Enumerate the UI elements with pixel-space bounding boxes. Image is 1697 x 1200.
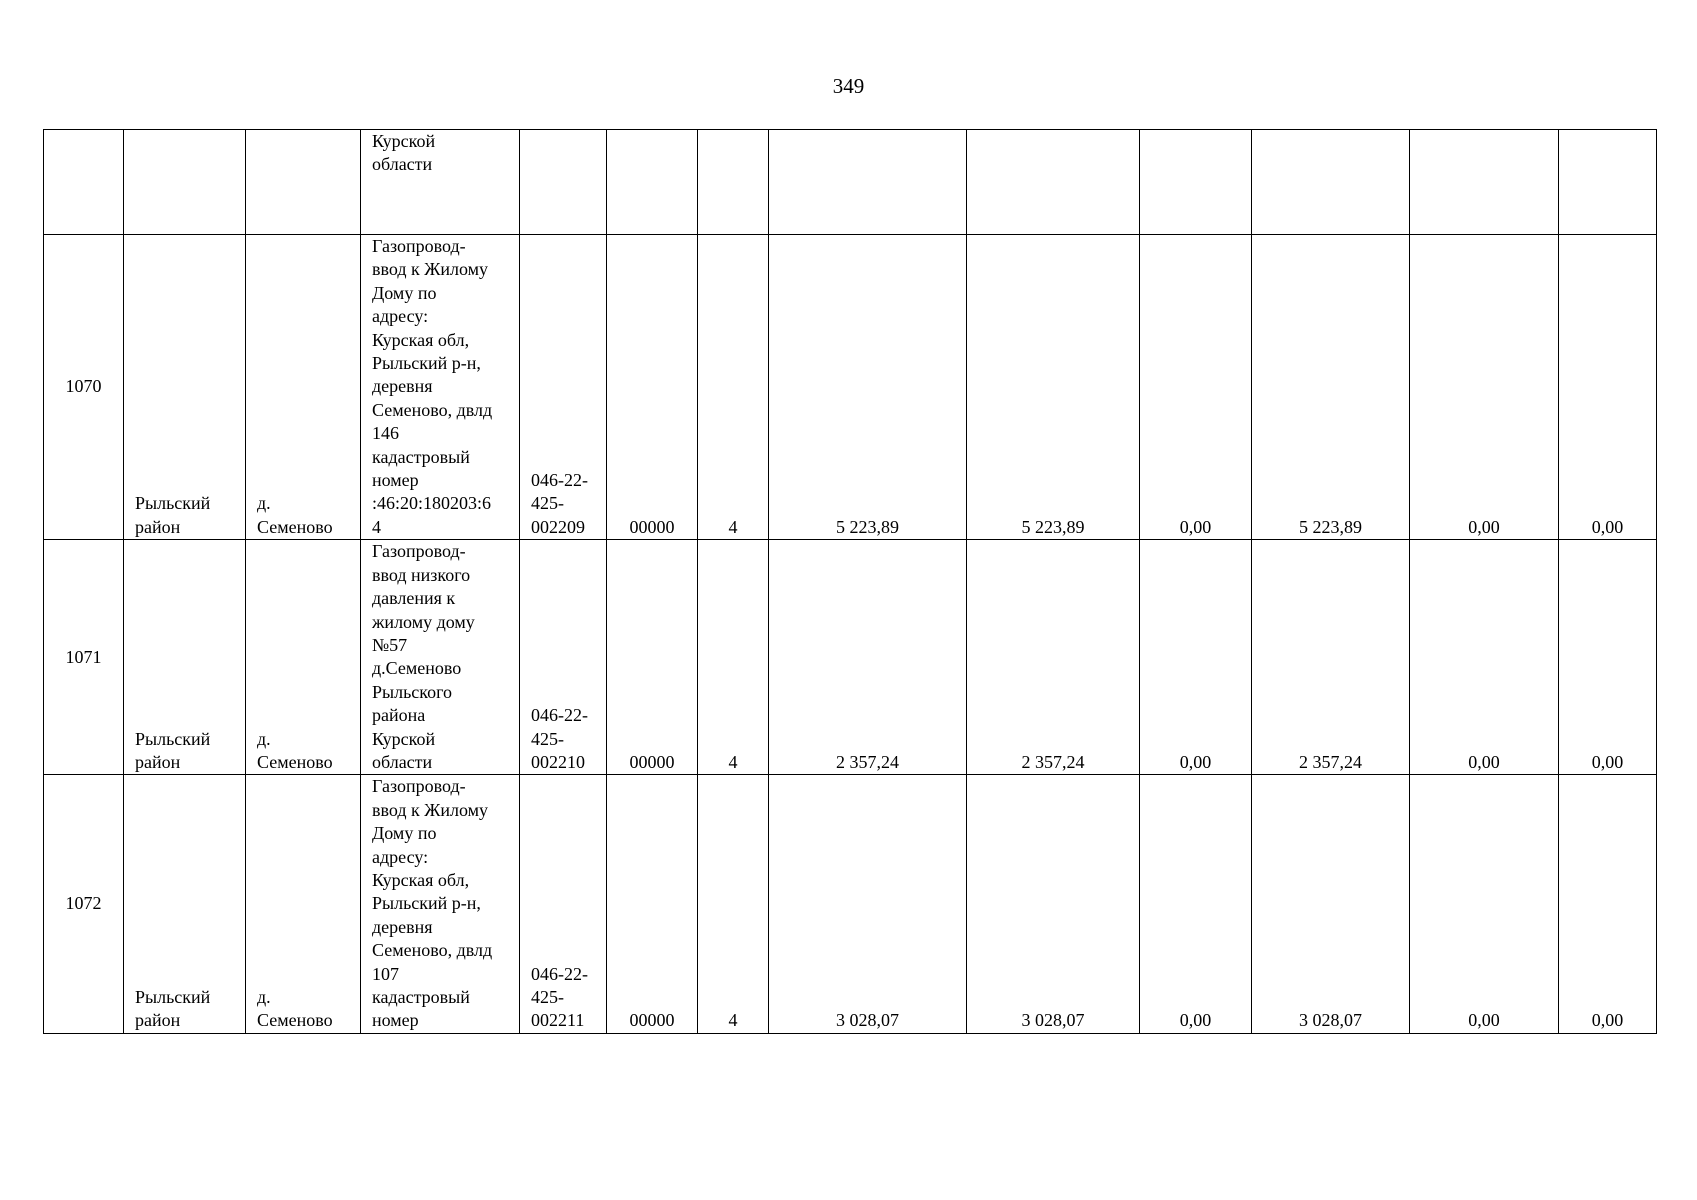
cell-col11: 3 028,07 [1252,775,1410,1033]
name-line: ввод к Жилому [372,259,489,280]
name-line: 4 [372,516,381,537]
cell-locality [246,130,361,235]
table-row-continuation [44,130,1657,235]
page-number: 349 [832,74,865,98]
cell-col7: 4 [698,235,769,540]
table-row [44,540,1657,775]
cell-col13: 0,00 [1559,775,1657,1033]
cell-locality [246,775,361,1033]
cell-col6: 00000 [607,235,698,540]
name-line: области [372,751,433,772]
cell-col6: 00000 [607,775,698,1033]
locality-line: Семеново [257,516,333,537]
cell-col13 [1559,130,1657,235]
cell-col10: 0,00 [1140,235,1252,540]
name-line: ввод низкого [372,564,471,585]
cell-code [520,130,607,235]
name-line: Рыльский р-н, [372,893,481,914]
code-line: 002209 [531,516,585,537]
name-line: номер [372,1010,419,1031]
cell-col9: 5 223,89 [967,235,1140,540]
name-line: жилому дому [372,611,475,632]
cell-col9: 2 357,24 [967,540,1140,775]
district-line: район [135,751,181,772]
code-line: 046-22- [531,705,588,726]
name-line: кадастровый [372,446,470,467]
row-number: 1072 [44,775,124,1033]
cell-num [44,130,124,235]
cell-name [361,775,520,1033]
name-line: давления к [372,588,456,609]
locality-line: Семеново [257,751,333,772]
name-line: Семеново, двлд [372,399,493,420]
name-line: Семеново, двлд [372,940,493,961]
name-line: 107 [372,963,399,984]
cell-col13: 0,00 [1559,540,1657,775]
name-line: Курская обл, [372,329,470,350]
cell-col8: 3 028,07 [769,775,967,1033]
cell-col8: 2 357,24 [769,540,967,775]
code-line: 002211 [531,1010,585,1031]
code-line: 425- [531,987,564,1007]
name-line: Курской [372,131,436,151]
name-line: Дому по [372,282,437,303]
cell-col9 [967,130,1140,235]
district-line: Рыльский [135,493,211,514]
cell-col10: 0,00 [1140,775,1252,1033]
cell-col11: 2 357,24 [1252,540,1410,775]
name-line: Дому по [372,823,437,844]
name-line: Газопровод- [372,541,466,562]
row-number: 1071 [44,540,124,775]
cell-col9: 3 028,07 [967,775,1140,1033]
cell-col11: 5 223,89 [1252,235,1410,540]
name-line: номер [372,470,419,491]
name-line: №57 [372,634,408,655]
table-row [44,775,1657,1033]
cell-col8: 5 223,89 [769,235,967,540]
name-line: Курская обл, [372,869,470,890]
cell-col10 [1140,130,1252,235]
code-line: 046-22- [531,470,588,491]
name-line: Рыльский р-н, [372,353,481,374]
name-line: Курской [372,728,436,749]
cell-code [520,235,607,540]
cell-col12: 0,00 [1410,540,1559,775]
cell-district [124,130,246,235]
cell-name [361,130,520,235]
code-line: 002210 [531,751,585,772]
name-line: Газопровод- [372,236,466,256]
cell-col6: 00000 [607,540,698,775]
cell-col8 [769,130,967,235]
name-line: Газопровод- [372,776,466,797]
cell-col12: 0,00 [1410,775,1559,1033]
cell-col10: 0,00 [1140,540,1252,775]
registry-table [43,129,1657,1034]
row-number: 1070 [44,235,124,540]
name-line: Рыльского [372,681,453,702]
name-line: д.Семеново [372,658,462,679]
name-line: адресу: [372,306,429,327]
code-line: 425- [531,493,564,514]
district-line: район [135,1010,181,1031]
name-line: кадастровый [372,987,470,1007]
district-line: Рыльский [135,728,211,749]
cell-col7 [698,130,769,235]
name-line: деревня [372,916,433,937]
cell-locality [246,540,361,775]
name-line: ввод к Жилому [372,799,489,820]
name-line: :46:20:180203:6 [372,493,492,514]
name-line: адресу: [372,846,429,867]
locality-line: д. [257,493,271,514]
cell-col7: 4 [698,775,769,1033]
cell-code [520,775,607,1033]
locality-line: д. [257,987,271,1007]
table-row [44,235,1657,540]
locality-line: Семеново [257,1010,333,1031]
cell-district [124,235,246,540]
cell-col13: 0,00 [1559,235,1657,540]
cell-col6 [607,130,698,235]
cell-district [124,775,246,1033]
cell-col11 [1252,130,1410,235]
code-line: 425- [531,728,564,749]
cell-district [124,540,246,775]
cell-name [361,235,520,540]
district-line: Рыльский [135,987,211,1007]
locality-line: д. [257,728,271,749]
name-line: деревня [372,376,433,397]
cell-col12: 0,00 [1410,235,1559,540]
cell-name [361,540,520,775]
district-line: район [135,516,181,537]
code-line: 046-22- [531,963,588,984]
cell-locality [246,235,361,540]
name-line: района [372,705,426,726]
cell-col12 [1410,130,1559,235]
cell-code [520,540,607,775]
name-line: области [372,154,433,175]
cell-col7: 4 [698,540,769,775]
name-line: 146 [372,423,399,444]
